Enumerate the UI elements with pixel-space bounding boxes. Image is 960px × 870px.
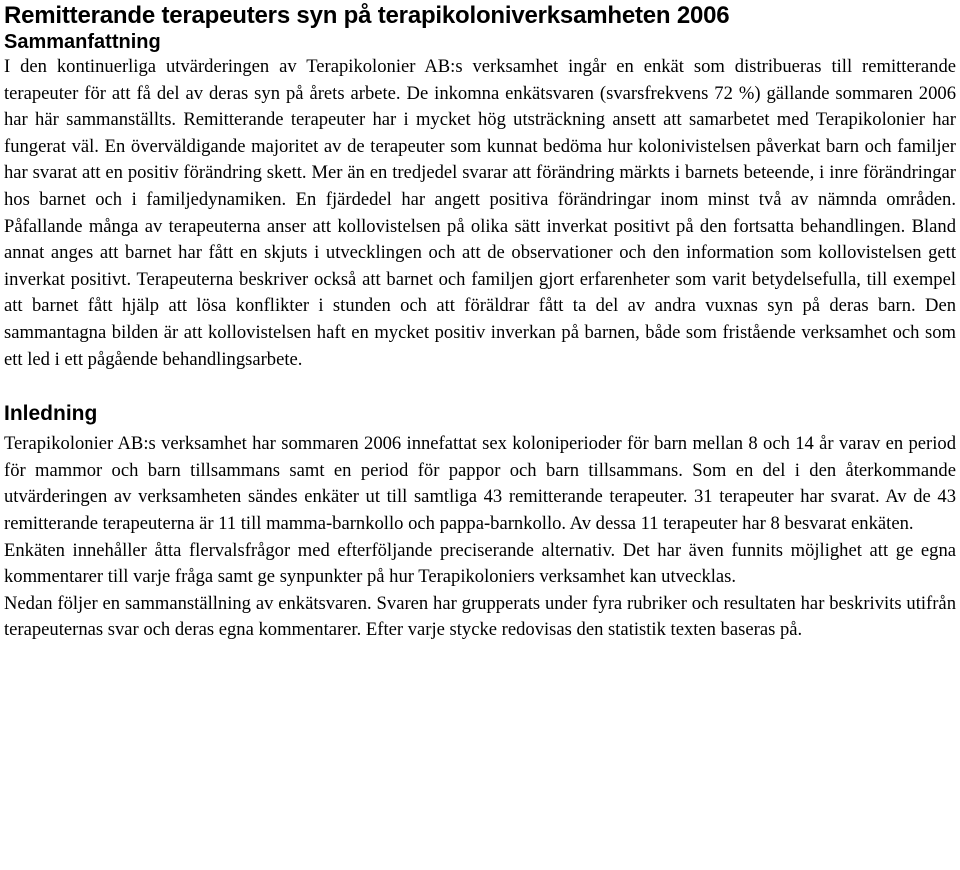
intro-paragraph-3: Nedan följer en sammanställning av enkätsvaren. Svaren har grupperats under fyra rubriker och resultaten har beskrivits utifrån terapeuternas svar och deras egna kommentarer. Efter varje stycke redovisas den statistik texten baseras på.	[4, 592, 956, 641]
intro-paragraph-2: Enkäten innehåller åtta flervalsfrågor med efterföljande preciserande alternativ. Det har även funnits möjlighet att ge egna kommentarer till varje fråga samt ge synpunkter på hur Terapikoloniers verksamhet kan utvecklas.	[4, 539, 956, 588]
summary-heading: Sammanfattning	[4, 31, 161, 53]
intro-paragraph-1: Terapikolonier AB:s verksamhet har sommaren 2006 innefattat sex koloniperioder för barn mellan 8 och 14 år varav en period för mammor och barn tillsammans samt en period för pappor och barn tillsammans. Som en del i den återkommande utvärderingen av verksamheten sändes enkäter ut till samtliga 43 remitterande terapeuter. 31 terapeuter har svarat. Av de 43 remitterande terapeuterna är 11 till mamma-barnkollo och pappa-barnkollo. Av dessa 11 terapeuter har 8 besvarat enkäten.	[4, 433, 956, 534]
document-title: Remitterande terapeuters syn på terapikoloniverksamheten 2006	[4, 2, 730, 29]
intro-heading: Inledning	[4, 402, 98, 426]
summary-paragraph: I den kontinuerliga utvärderingen av Terapikolonier AB:s verksamhet ingår en enkät som distribueras till remitterande terapeuter för att få del av deras syn på årets arbete. De inkomna enkätsvaren (svarsfrekvens 72 %) gällande sommaren 2006 har här sammanställts. Remitterande terapeuter har i mycket hög utsträckning ansett att samarbetet med Terapikolonier har fungerat väl. En överväldigande majoritet av de terapeuter som kunnat bedöma hur kolonivistelsen påverkat barn och familjer har svarat att en positiv förändring skett. Mer än en tredjedel svarar att förändring märkts i barnets beteende, i inre förändringar hos barnet och i familjedynamiken. En fjärdedel har angett positiva förändringar inom minst två av nämnda områden. Påfallande många av terapeuterna anser att kollovistelsen på olika sätt inverkat positivt på den fortsatta behandlingen. Bland annat anges att barnet har fått en skjuts i utvecklingen och att de observationer och den information som kollovistelsen gett inverkat positivt. Terapeuterna beskriver också att barnet och familjen gjort erfarenheter som varit betydelsefulla, till exempel att barnet fått hjälp att lösa konflikter i stunden och att föräldrar fått ta del av andra vuxnas syn på deras barn. Den sammantagna bilden är att kollovistelsen haft en mycket positiv inverkan på barnen, både som fristående verksamhet och som ett led i ett pågående behandlingsarbete.	[4, 56, 956, 370]
document-page	[4, 0, 956, 644]
